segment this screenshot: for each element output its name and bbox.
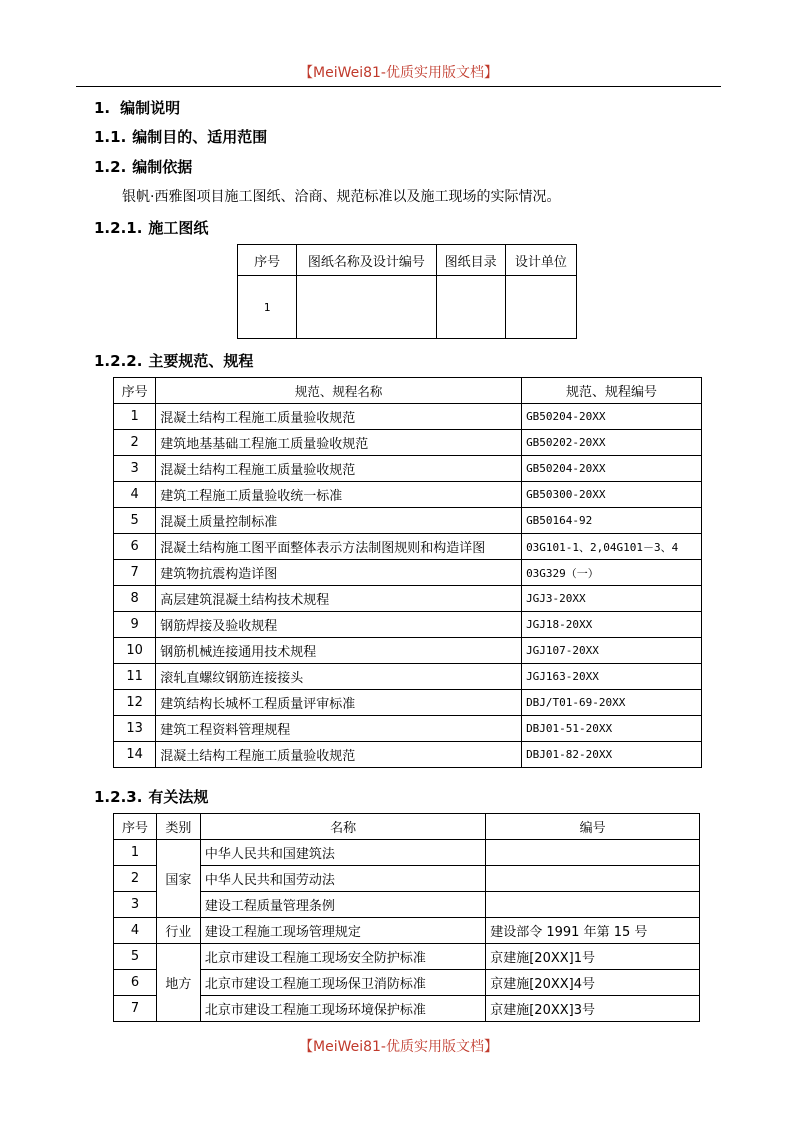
page-header: 【MeiWei81-优质实用版文档】: [299, 65, 498, 81]
column-header: 编号: [486, 814, 700, 840]
table-row: [114, 690, 702, 716]
table-cell: 中华人民共和国劳动法: [200, 866, 485, 892]
table-cell: GB50164-92: [522, 508, 702, 534]
table-cell: 03G329（一）: [522, 560, 702, 586]
table-cell: 混凝土结构工程施工质量验收规范: [156, 742, 522, 768]
table-cell: 11: [114, 664, 156, 690]
table-cell: 建设部令 1991 年第 15 号: [486, 918, 700, 944]
table-row: [114, 918, 700, 944]
heading-1-2: [94, 156, 192, 177]
table-cell: 北京市建设工程施工现场环境保护标准: [200, 996, 485, 1022]
table-cell: 6: [114, 970, 157, 996]
table-cell: 5: [114, 508, 156, 534]
table-cell: 13: [114, 716, 156, 742]
column-header: 序号: [238, 245, 297, 276]
column-header: 设计单位: [505, 245, 576, 276]
table-cell: 建筑工程资料管理规程: [156, 716, 522, 742]
table-row: [114, 944, 700, 970]
table-row: [114, 892, 700, 918]
table-cell: GB50202-20XX: [522, 430, 702, 456]
table-header-row: [114, 378, 702, 404]
table-cell: 12: [114, 690, 156, 716]
table-cell: 1: [114, 840, 157, 866]
heading-1-1: [94, 126, 267, 147]
table-row: [114, 534, 702, 560]
table-cell: 8: [114, 586, 156, 612]
table-cell: 北京市建设工程施工现场保卫消防标准: [200, 970, 485, 996]
table-row: [114, 430, 702, 456]
table-row: [114, 482, 702, 508]
table-row: [114, 866, 700, 892]
table-cell: 9: [114, 612, 156, 638]
column-header: 序号: [114, 814, 157, 840]
table-cell: 4: [114, 482, 156, 508]
table-cell: 7: [114, 996, 157, 1022]
table-row: [114, 612, 702, 638]
heading-number: 1.: [94, 99, 111, 117]
column-header: 图纸名称及设计编号: [297, 245, 436, 276]
table-cell: 3: [114, 456, 156, 482]
table-cell: 混凝土质量控制标准: [156, 508, 522, 534]
table-row: [114, 716, 702, 742]
table-cell: 滚轧直螺纹钢筋连接接头: [156, 664, 522, 690]
heading-number: 1.2.1.: [94, 219, 143, 237]
heading-1-2-1: [94, 217, 208, 238]
table-cell: 2: [114, 430, 156, 456]
header-rule: [76, 86, 721, 87]
table-cell: 4: [114, 918, 157, 944]
table-cell: 7: [114, 560, 156, 586]
table-row: [114, 456, 702, 482]
table-header-row: [114, 814, 700, 840]
table-row: [114, 996, 700, 1022]
table-cell: 混凝土结构施工图平面整体表示方法制图规则和构造详图: [156, 534, 522, 560]
drawings-table: [237, 244, 577, 339]
table-cell: 建筑工程施工质量验收统一标准: [156, 482, 522, 508]
table-cell: GB50300-20XX: [522, 482, 702, 508]
table-cell: [436, 276, 505, 339]
heading-number: 1.2.3.: [94, 788, 143, 806]
table-cell: 北京市建设工程施工现场安全防护标准: [200, 944, 485, 970]
laws-table: [113, 813, 700, 1022]
category-cell: 地方: [156, 944, 200, 1022]
table-cell: GB50204-20XX: [522, 456, 702, 482]
column-header: 图纸目录: [436, 245, 505, 276]
table-cell: 京建施[20XX]4号: [486, 970, 700, 996]
page-footer: 【MeiWei81-优质实用版文档】: [299, 1039, 498, 1055]
table-row: [114, 404, 702, 430]
table-cell: DBJ/T01-69-20XX: [522, 690, 702, 716]
heading-number: 1.1.: [94, 128, 127, 146]
table-cell: 2: [114, 866, 157, 892]
table-header-row: [238, 245, 577, 276]
heading-1-2-2: [94, 350, 253, 371]
table-cell: JGJ163-20XX: [522, 664, 702, 690]
table-cell: [297, 276, 436, 339]
heading-number: 1.2.: [94, 158, 127, 176]
table-row: [114, 840, 700, 866]
table-cell: 建设工程质量管理条例: [200, 892, 485, 918]
table-cell: 1: [238, 276, 297, 339]
basis-paragraph: 银帆·西雅图项目施工图纸、洽商、规范标准以及施工现场的实际情况。: [122, 189, 561, 205]
heading-1-2-3: [94, 786, 208, 807]
table-row: [114, 586, 702, 612]
table-cell: 建筑结构长城杯工程质量评审标准: [156, 690, 522, 716]
table-cell: JGJ107-20XX: [522, 638, 702, 664]
table-cell: 钢筋焊接及验收规程: [156, 612, 522, 638]
table-cell: JGJ3-20XX: [522, 586, 702, 612]
column-header: 序号: [114, 378, 156, 404]
heading-title: 编制依据: [132, 158, 193, 176]
table-cell: 京建施[20XX]1号: [486, 944, 700, 970]
heading-number: 1.2.2.: [94, 352, 143, 370]
table-row: [114, 560, 702, 586]
table-cell: JGJ18-20XX: [522, 612, 702, 638]
heading-title: 编制说明: [120, 99, 181, 117]
table-cell: 中华人民共和国建筑法: [200, 840, 485, 866]
table-cell: 钢筋机械连接通用技术规程: [156, 638, 522, 664]
table-cell: 6: [114, 534, 156, 560]
column-header: 规范、规程名称: [156, 378, 522, 404]
table-row: [114, 970, 700, 996]
table-cell: [486, 840, 700, 866]
table-cell: 建设工程施工现场管理规定: [200, 918, 485, 944]
table-cell: [486, 866, 700, 892]
heading-1: [94, 97, 180, 118]
table-row: [238, 276, 577, 339]
table-cell: 混凝土结构工程施工质量验收规范: [156, 404, 522, 430]
table-cell: [505, 276, 576, 339]
category-cell: 行业: [156, 918, 200, 944]
heading-title: 主要规范、规程: [148, 352, 254, 370]
table-cell: GB50204-20XX: [522, 404, 702, 430]
table-cell: [486, 892, 700, 918]
table-row: [114, 638, 702, 664]
table-cell: 5: [114, 944, 157, 970]
column-header: 名称: [200, 814, 485, 840]
table-cell: 10: [114, 638, 156, 664]
heading-title: 施工图纸: [148, 219, 209, 237]
table-cell: DBJ01-82-20XX: [522, 742, 702, 768]
table-cell: 建筑物抗震构造详图: [156, 560, 522, 586]
table-row: [114, 664, 702, 690]
table-cell: 高层建筑混凝土结构技术规程: [156, 586, 522, 612]
table-cell: 混凝土结构工程施工质量验收规范: [156, 456, 522, 482]
table-cell: 03G101-1、2,04G101－3、4: [522, 534, 702, 560]
column-header: 类别: [156, 814, 200, 840]
table-row: [114, 742, 702, 768]
table-row: [114, 508, 702, 534]
table-cell: 14: [114, 742, 156, 768]
standards-table: [113, 377, 702, 768]
table-cell: 京建施[20XX]3号: [486, 996, 700, 1022]
heading-title: 编制目的、适用范围: [132, 128, 268, 146]
table-cell: 1: [114, 404, 156, 430]
table-cell: 建筑地基基础工程施工质量验收规范: [156, 430, 522, 456]
table-cell: DBJ01-51-20XX: [522, 716, 702, 742]
table-cell: 3: [114, 892, 157, 918]
column-header: 规范、规程编号: [522, 378, 702, 404]
heading-title: 有关法规: [148, 788, 209, 806]
category-cell: 国家: [156, 840, 200, 918]
